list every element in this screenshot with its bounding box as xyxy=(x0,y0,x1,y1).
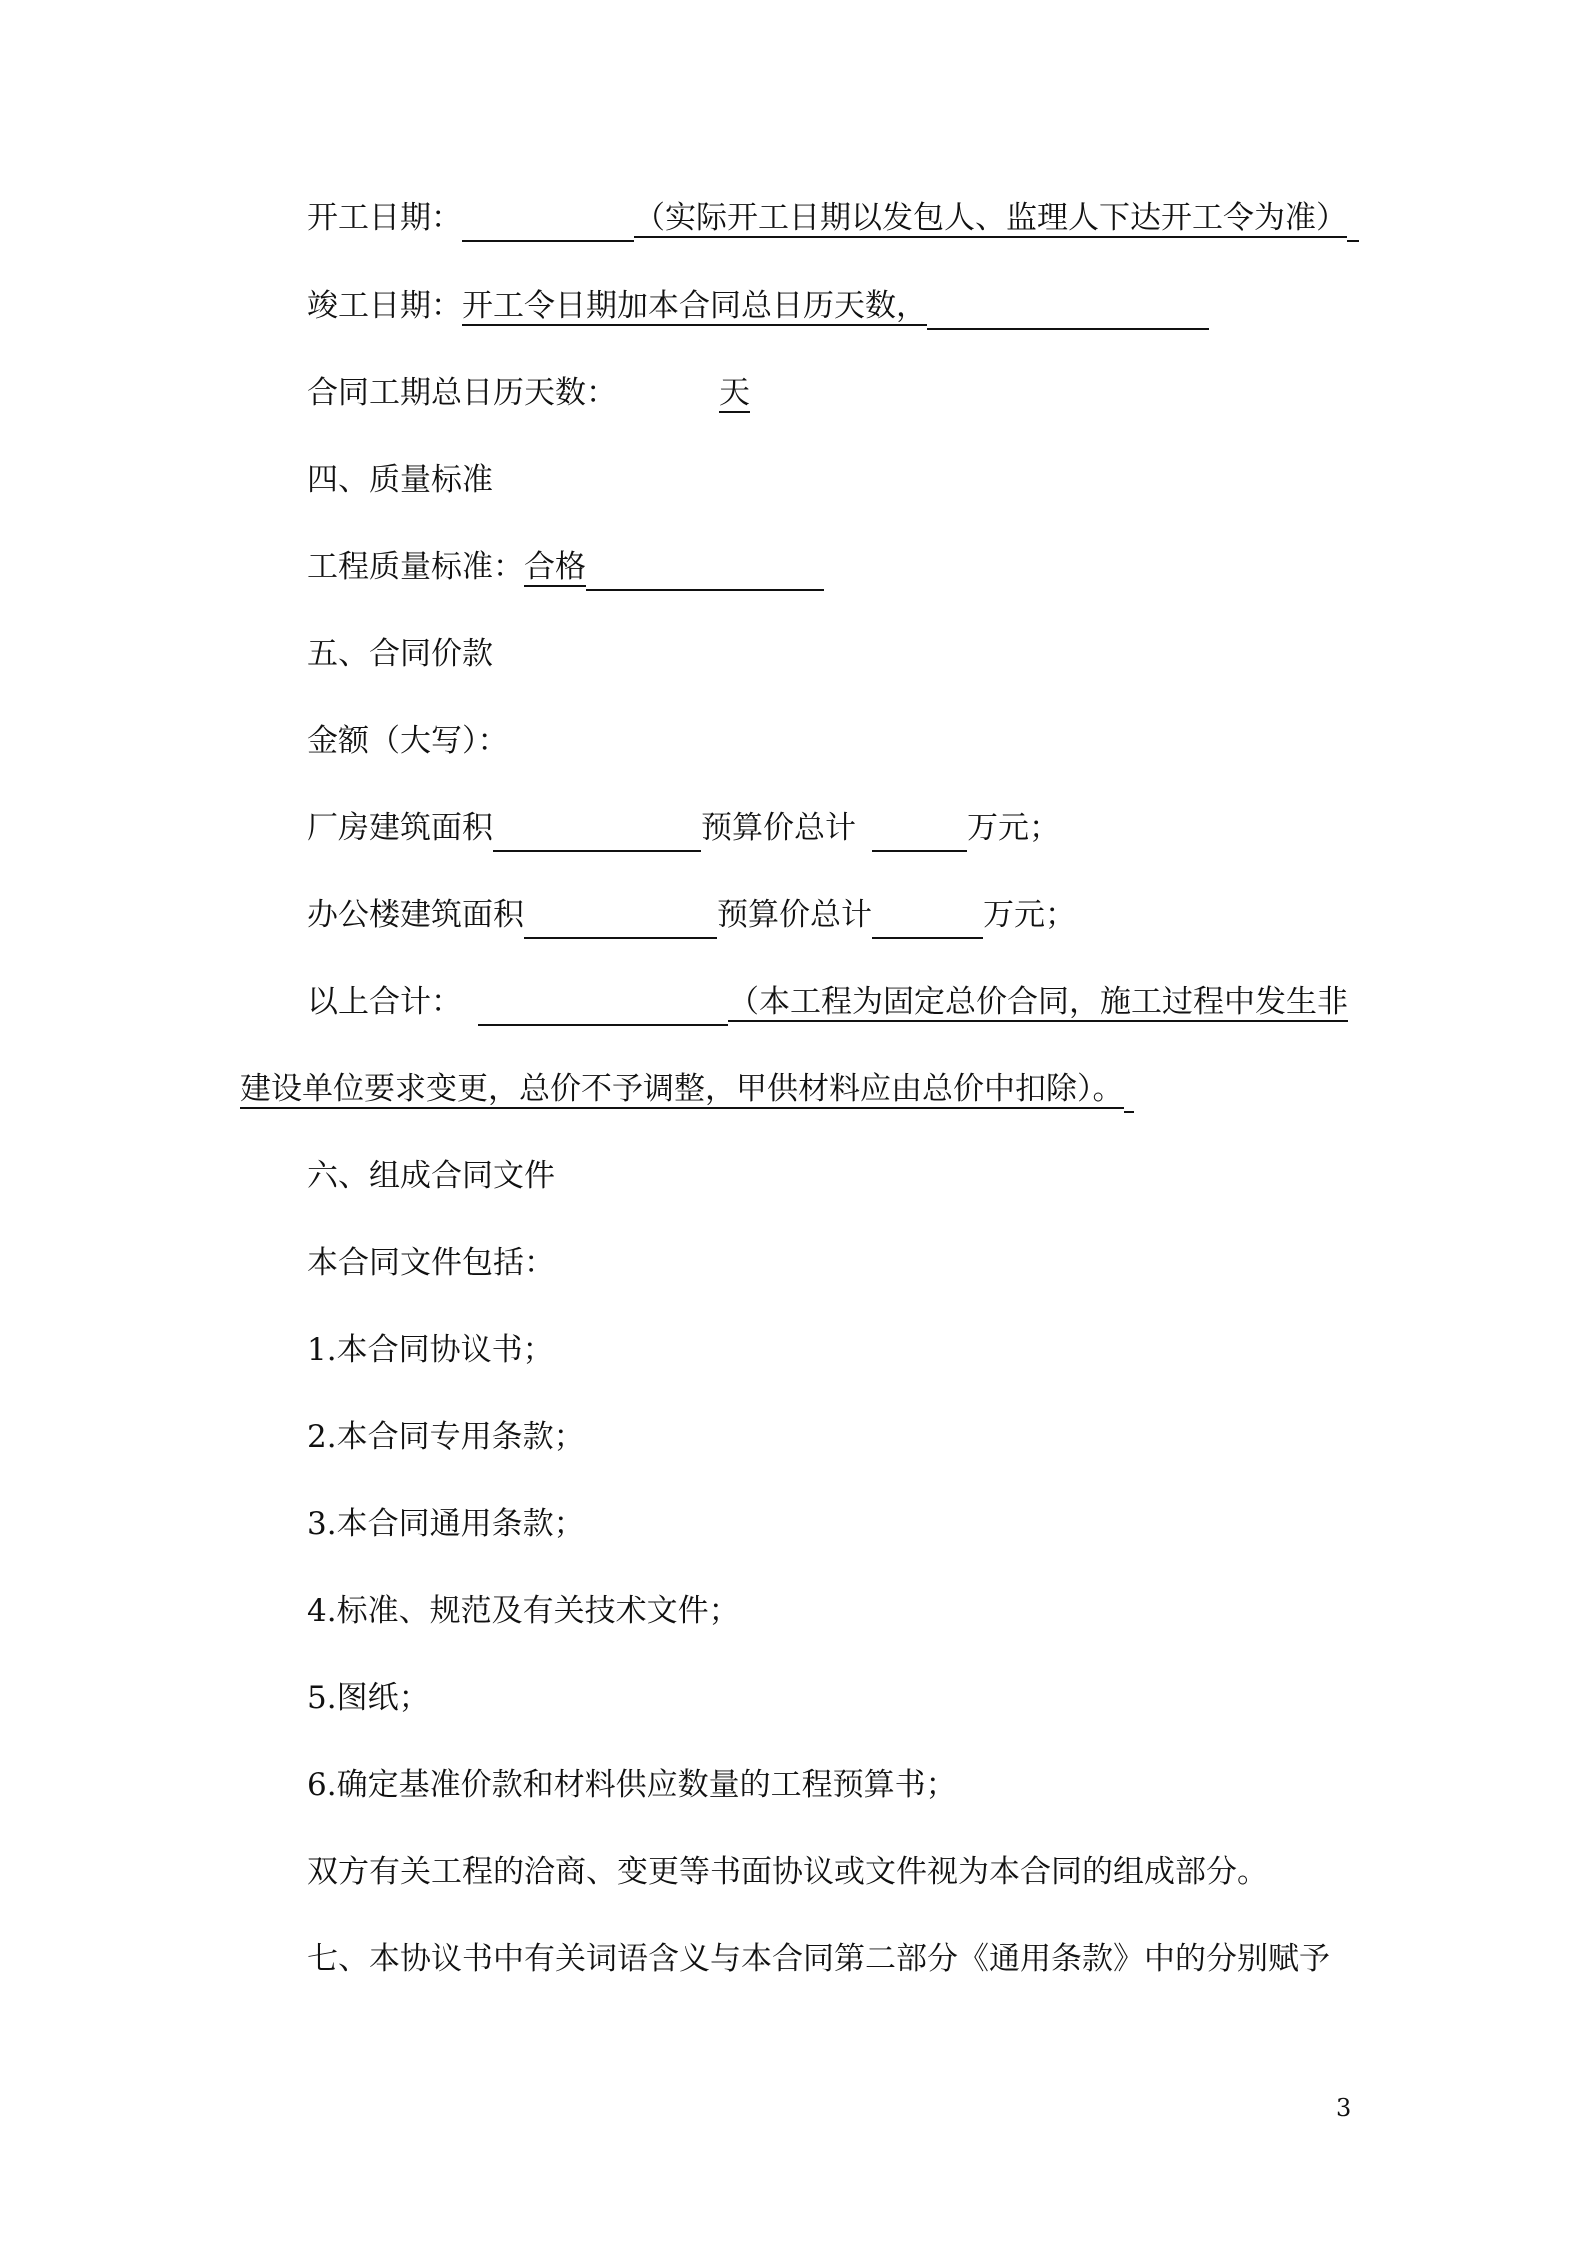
factory-line xyxy=(307,806,1060,852)
duration-label: 合同工期总日历天数： xyxy=(307,375,617,411)
document-item xyxy=(307,1763,957,1807)
completion-date-label: 竣工日期： xyxy=(307,288,462,324)
document-item-text: 本合同通用条款； xyxy=(336,1506,585,1542)
start-date-note: （实际开工日期以发包人、监理人下达开工令为准） xyxy=(634,200,1347,236)
document-item-text: 图纸； xyxy=(336,1680,430,1716)
quality-heading: 四、质量标准 xyxy=(307,462,493,498)
document-item-text: 标准、规范及有关技术文件； xyxy=(336,1593,740,1629)
quality-standard-blank xyxy=(586,545,824,591)
price-heading: 五、合同价款 xyxy=(307,636,493,672)
document-item xyxy=(307,1415,585,1459)
total-note-second: 建设单位要求变更，总价不予调整，甲供材料应由总价中扣除）。 xyxy=(240,1071,1124,1107)
page-number: 3 xyxy=(1336,2094,1352,2122)
documents-intro: 本合同文件包括： xyxy=(307,1245,555,1281)
office-unit: 万元； xyxy=(983,897,1076,933)
document-item-number: 6. xyxy=(307,1767,337,1803)
quality-standard-line xyxy=(307,545,824,591)
documents-closing: 双方有关工程的洽商、变更等书面协议或文件视为本合同的组成部分。 xyxy=(307,1854,1268,1890)
document-item-number: 3. xyxy=(307,1506,337,1542)
completion-date-line xyxy=(307,284,1209,330)
quality-standard-label: 工程质量标准： xyxy=(307,549,524,585)
amount-line: 金额（大写）： xyxy=(307,723,509,759)
office-area-blank xyxy=(524,893,717,939)
completion-date-blank xyxy=(927,284,1209,330)
document-item-text: 本合同协议书； xyxy=(336,1332,554,1368)
document-item xyxy=(307,1502,585,1546)
factory-budget-blank xyxy=(872,806,967,852)
total-note-tail xyxy=(1124,1067,1134,1113)
start-date-blank xyxy=(462,196,634,242)
total-blank xyxy=(478,980,728,1026)
document-item xyxy=(307,1589,740,1633)
factory-area-label: 厂房建筑面积 xyxy=(307,810,493,846)
documents-heading: 六、组成合同文件 xyxy=(307,1158,555,1194)
document-item-number: 4. xyxy=(307,1593,337,1629)
total-note-first: （本工程为固定总价合同，施工过程中发生非 xyxy=(728,984,1348,1020)
document-item-text: 本合同专用条款； xyxy=(336,1419,585,1455)
section-seven-heading: 七、本协议书中有关词语含义与本合同第二部分《通用条款》中的分别赋予 xyxy=(307,1941,1330,1977)
document-item-number: 1. xyxy=(307,1332,337,1368)
factory-unit: 万元； xyxy=(967,810,1060,846)
total-note-continuation xyxy=(240,1067,1134,1113)
office-line xyxy=(307,893,1076,939)
document-item-number: 2. xyxy=(307,1419,337,1455)
office-budget-label: 预算价总计 xyxy=(717,897,872,933)
quality-standard-value: 合格 xyxy=(524,549,586,585)
completion-date-value: 开工令日期加本合同总日历天数， xyxy=(462,288,927,324)
document-item xyxy=(307,1676,430,1720)
document-item-number: 5. xyxy=(307,1680,337,1716)
office-budget-blank xyxy=(872,893,983,939)
office-area-label: 办公楼建筑面积 xyxy=(307,897,524,933)
total-label: 以上合计： xyxy=(307,984,462,1020)
start-date-note-tail xyxy=(1347,196,1359,242)
start-date-label: 开工日期： xyxy=(307,200,462,236)
factory-area-blank xyxy=(493,806,701,852)
start-date-line xyxy=(307,196,1359,242)
total-line xyxy=(307,980,1348,1026)
duration-unit: 天 xyxy=(719,375,750,411)
duration-line xyxy=(307,371,750,415)
factory-budget-label: 预算价总计 xyxy=(701,810,856,846)
document-item-text: 确定基准价款和材料供应数量的工程预算书； xyxy=(336,1767,957,1803)
document-item xyxy=(307,1328,554,1372)
